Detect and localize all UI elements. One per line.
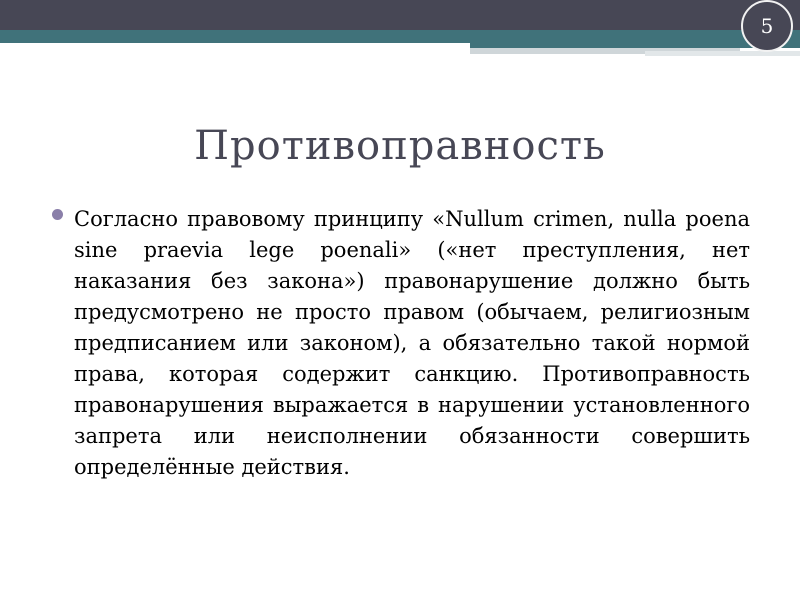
bullet-dot-icon [52, 209, 63, 220]
slide-number-badge [741, 0, 793, 52]
header-accent-strip-right [645, 51, 800, 56]
bullet-item [50, 204, 750, 483]
slide-number: 5 [760, 14, 774, 38]
slide-title: Противоправность [194, 123, 606, 169]
header-teal-band [0, 30, 800, 43]
bullet-text: Согласно правовому принципу «Nullum crimen, nulla poena sine praevia lege poenali» («нет преступления, нет наказания без закона») правонарушение должно быть предусмотрено не просто правом (обычаем, религиозным предписанием или законом), а обязательно такой нормой права, которая содержит санкцию. Противоправность правонарушения выражается в нарушении установленного запрета или неисполнении обязанности совершить определённые действия. [74, 207, 750, 479]
header-bar [0, 0, 800, 30]
slide-content [50, 204, 750, 483]
